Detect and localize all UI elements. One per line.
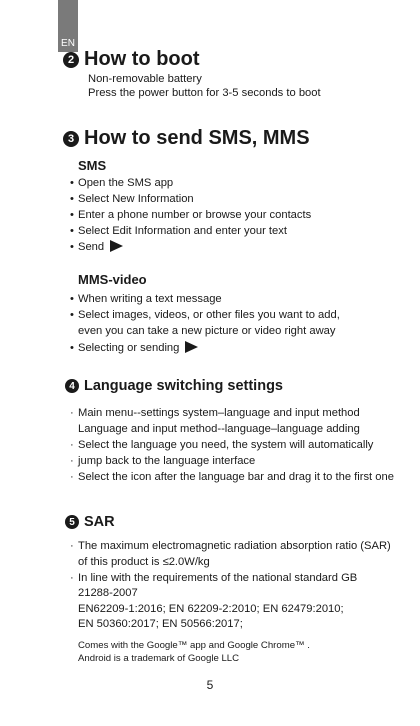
list-item-continuation: of this product is ≤2.0W/kg: [78, 556, 210, 568]
section-title-how-to-boot: [63, 48, 200, 71]
section-number-badge: 2: [63, 52, 79, 68]
list-item-continuation: 21288-2007: [78, 587, 138, 599]
list-item-continuation: even you can take a new picture or video right away: [78, 325, 336, 337]
mms-video-heading: MMS-video: [78, 272, 147, 287]
standards-line: EN62209-1:2016; EN 62209-2:2010; EN 62479:2010;: [78, 603, 344, 615]
android-trademark-note: Android is a trademark of Google LLC: [78, 653, 240, 664]
boot-line-battery: Non-removable battery: [88, 73, 202, 85]
list-item: · jump back to the language interface: [70, 455, 256, 467]
list-item: · The maximum electromagnetic radiation absorption ratio (SAR): [70, 540, 391, 552]
section-number-badge: 4: [65, 379, 79, 393]
send-arrow-icon: [110, 240, 123, 252]
list-item: · In line with the requirements of the national standard GB: [70, 572, 358, 584]
section-title-text: Language switching settings: [84, 378, 283, 394]
section-title-text: SAR: [84, 514, 115, 530]
list-item: · Main menu--settings system–language and input method: [70, 407, 360, 419]
language-tab-label: EN: [61, 38, 75, 49]
send-arrow-icon: [185, 341, 198, 353]
section-number-badge: 3: [63, 131, 79, 147]
section-title-send-sms-mms: [63, 127, 310, 150]
list-item-continuation: Language and input method--language–language adding: [78, 423, 360, 435]
sms-heading: SMS: [78, 158, 107, 173]
list-item: • Open the SMS app: [70, 177, 174, 189]
list-item: • Send: [70, 240, 123, 254]
section-number-badge: 5: [65, 515, 79, 529]
section-title-sar: [65, 514, 115, 530]
list-item: • Select Edit Information and enter your text: [70, 225, 287, 237]
list-item: • Enter a phone number or browse your contacts: [70, 209, 312, 221]
google-apps-note: Comes with the Google™ app and Google Chrome™ .: [78, 640, 310, 651]
list-item: · Select the language you need, the system will automatically: [70, 439, 374, 451]
language-tab: [58, 0, 78, 52]
list-item: • Selecting or sending: [70, 341, 198, 355]
standards-line: EN 50360:2017; EN 50566:2017;: [78, 618, 243, 630]
list-item: • Select New Information: [70, 193, 194, 205]
list-item: · Select the icon after the language bar and drag it to the first one: [70, 471, 394, 483]
list-item: • Select images, videos, or other files you want to add,: [70, 309, 340, 321]
section-title-text: How to send SMS, MMS: [84, 127, 310, 149]
page-number: 5: [206, 678, 214, 692]
list-item: • When writing a text message: [70, 293, 222, 305]
boot-line-power: Press the power button for 3-5 seconds to boot: [88, 87, 321, 99]
section-title-language-settings: [65, 378, 283, 394]
section-title-text: How to boot: [84, 48, 200, 70]
